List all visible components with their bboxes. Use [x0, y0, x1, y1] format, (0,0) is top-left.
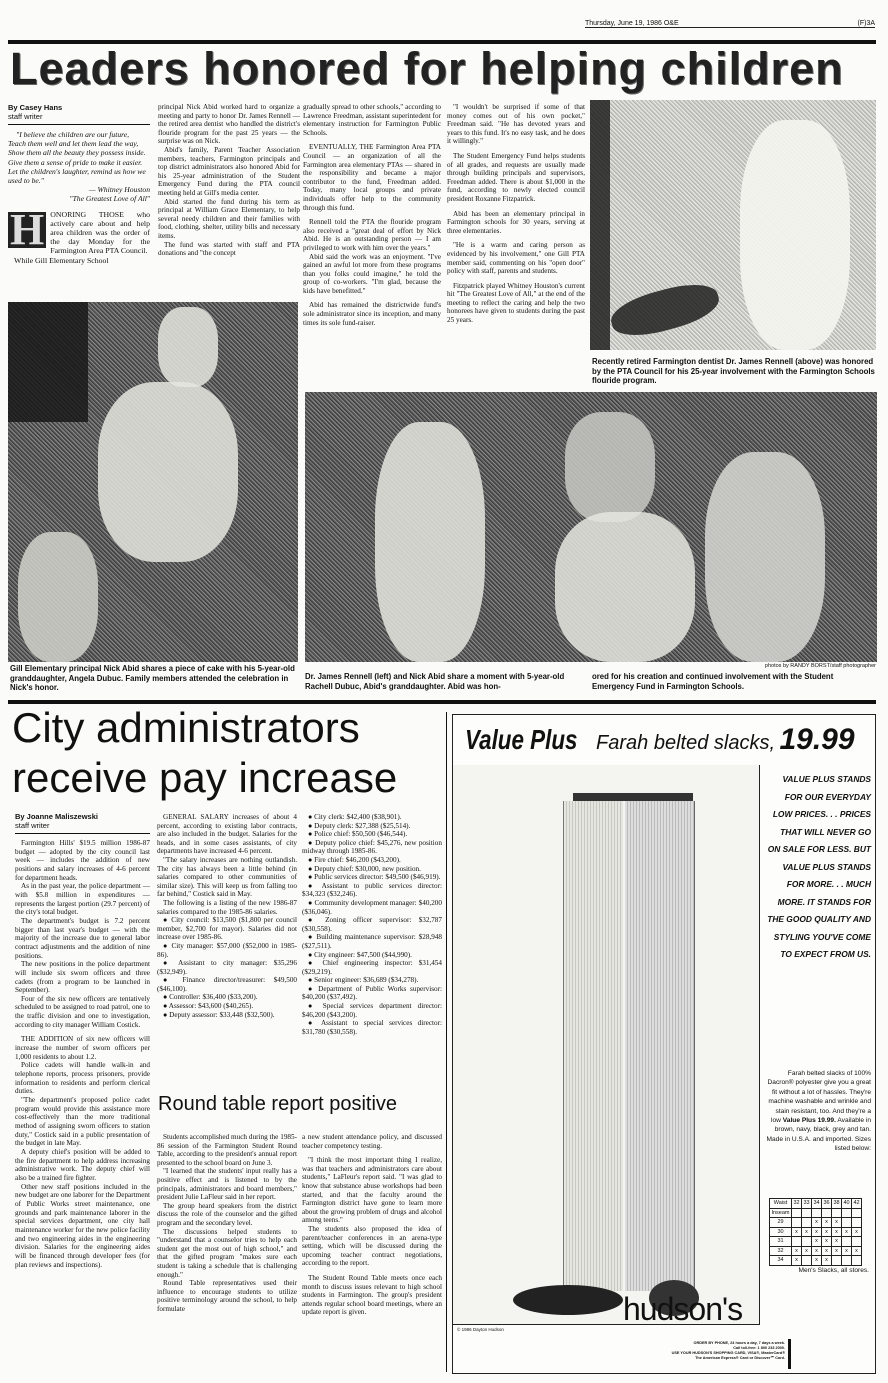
waist-size: 32 [793, 1200, 800, 1207]
salary-item: ● Special services department director: $46,200 ($43,200). [302, 1002, 442, 1019]
ad-description-tail: Available in brown, navy, black, grey and tan. Made in U.S.A. and imported. Sizes listed below: [766, 1117, 871, 1153]
size-cell: x [852, 1246, 862, 1256]
salary-text: Assistant to special services director: $31,780 ($30,558). [302, 1019, 442, 1036]
headline-leaders: Leaders honored for helping children [10, 43, 844, 94]
size-cell: x [822, 1227, 832, 1237]
headline-line: receive pay increase [12, 754, 398, 801]
paragraph: The group heard speakers from the district discuss the role of the counselor and the gifted program and the secondary level. [157, 1201, 297, 1227]
epigraph-song: "The Greatest Love of All" [69, 194, 150, 204]
ad-copy-line: VALUE PLUS STANDS [782, 861, 871, 872]
waist-size: 33 [803, 1200, 810, 1207]
waist-size: 38 [833, 1200, 840, 1207]
salary-text: City engineer: $47,500 ($44,990). [314, 950, 412, 959]
salary-text: Fire chief: $46,200 ($43,200). [314, 855, 401, 864]
inseam-size: 30 [770, 1227, 792, 1237]
size-row [770, 1237, 862, 1247]
salary-text: City council: $13,500 ($1,800 per council member, $2,700 for mayor). Salaries did not increase over 1985-86. [157, 916, 297, 942]
paragraph: "I learned that the students' input really has a positive effect and is listened to by the principals, administrators and board members," president Julie LaFleur said in her report. [157, 1167, 297, 1202]
salary-item: ● City council: $13,500 ($1,800 per council member, $2,700 for mayor). Salaries did not increase over 1985-86. [157, 916, 297, 942]
paragraph: The new positions in the police department will include six sworn officers and three cadets (from a program to be launched in September). [15, 960, 150, 995]
byline [15, 812, 150, 834]
ad-headline [465, 723, 865, 757]
size-cell [852, 1237, 862, 1247]
inseam-size: 31 [770, 1237, 792, 1247]
salary-text: Special services department director: $46,200 ($43,200). [302, 1002, 442, 1019]
story1-col3 [303, 103, 441, 327]
size-cell [852, 1218, 862, 1228]
size-cell [852, 1208, 862, 1218]
ad-copy-line: ON SALE FOR LESS. BUT [767, 844, 871, 854]
size-cell: x [812, 1227, 822, 1237]
size-cell [802, 1237, 812, 1247]
size-cell: x [822, 1218, 832, 1228]
paragraph: While Gill Elementary School [14, 255, 109, 265]
headline-city-admin [12, 703, 442, 803]
order-line: USE YOUR HUDSON'S SHOPPING CARD, VISA®, MasterCard® [671, 1351, 785, 1355]
epigraph-line: Give them a sense of pride to make it easier. [8, 157, 143, 167]
paragraph: "I wouldn't be surprised if some of that money comes out of his own pocket," Freedman said. "He has devoted years and years to this fund. It's no easy task, and he does it willingly." [447, 103, 585, 146]
ad-side-copy [765, 771, 871, 964]
byline [8, 103, 150, 125]
story3-col1 [157, 1133, 297, 1313]
salary-text: Assistant to city manager: $35,296 ($32,949). [157, 959, 297, 976]
ad-copy-line: FOR OUR EVERYDAY [784, 791, 871, 802]
salary-text: Public services director: $49,500 ($46,919). [314, 873, 441, 882]
order-line: ORDER BY PHONE, 24 hours a day, 7 days a week. [693, 1341, 785, 1345]
size-cell [822, 1208, 832, 1218]
size-cell: x [802, 1246, 812, 1256]
salary-item: ● Deputy police chief: $45,276, new position midway through 1985-86. [302, 838, 442, 856]
ad-slacks-illustration [453, 765, 760, 1325]
size-row [770, 1256, 862, 1266]
size-cell: x [822, 1256, 832, 1266]
photo-abid-cake [8, 302, 298, 662]
salary-text: Finance director/treasurer: $49,500 ($46,100). [157, 976, 298, 993]
shoe-left [513, 1285, 623, 1315]
epigraph-line: Teach them well and let them lead the way, [8, 139, 139, 149]
lead-paragraph [8, 204, 150, 265]
epigraph-line: "I believe the children are our future, [16, 130, 130, 139]
ad-copy-line: THAT WILL NEVER GO [780, 826, 871, 837]
salary-text: Building maintenance supervisor: $28,948 ($27,511). [302, 933, 443, 950]
salary-item: ● Senior engineer: $36,689 ($34,278). [308, 976, 419, 985]
date-edition: Thursday, June 19, 1986 O&E [585, 20, 679, 27]
paragraph: Abid has remained the districtwide fund's sole administrator since its inception, and many times its sole fund-raiser. [303, 301, 441, 327]
salary-text: Zoning officer supervisor: $32,787 ($30,558). [302, 916, 442, 933]
salary-item: ● Finance director/treasurer: $49,500 ($46,100). [157, 976, 298, 993]
size-cell [802, 1218, 812, 1228]
size-header-row [770, 1199, 862, 1209]
paragraph: Rennell told the PTA the flouride program also received a "great deal of effort by Nick Abid. He is an outstanding person — I am privileged to work with him over the years." [303, 218, 441, 252]
paragraph: Abid said the work was an enjoyment. "I've gained an awful lot more from these programs than you folks could imagine," he told the group of co-workers. "I'm glad, because the kids have benefitted." [303, 252, 441, 295]
size-cell: x [822, 1237, 832, 1247]
paragraph: Fitzpatrick played Whitney Houston's current hit "The Greatest Love of All," at the end of the meeting to reflect the caring and help the two honorees have given to students during the past 25 years. [447, 281, 585, 325]
size-cell [842, 1208, 852, 1218]
salary-text: Police chief: $50,500 ($46,544). [314, 830, 408, 839]
size-cell [842, 1237, 852, 1247]
salary-item: ● Deputy assessor: $33,448 ($32,500). [163, 1010, 275, 1019]
ad-order-info [643, 1341, 785, 1361]
page-number: (F)3A [857, 20, 875, 27]
paragraph: Police cadets will handle walk-in and telephone reports, process prisoners, provide information to residents and perform clerical duties. [15, 1061, 150, 1096]
photo-group [305, 392, 877, 662]
size-cell: x [792, 1256, 802, 1266]
ad-copy-line: FOR MORE. . . MUCH [786, 879, 871, 889]
salary-item: ● Deputy clerk: $27,388 ($25,514). [308, 821, 411, 830]
paragraph: principal Nick Abid worked hard to organize a meeting and party to honor Dr. James Rennell — the retired area dentist who handled the district's flouride program for the past 25 years — the surprise was on Nick. [158, 103, 300, 146]
salary-text: Chief engineering inspector: $31,454 ($29,219). [302, 959, 442, 976]
salary-text: Controller: $36,400 ($33,200). [169, 993, 258, 1002]
salary-text: Community development manager: $40,200 ($36,046). [302, 898, 442, 916]
byline-name: By Casey Hans [8, 103, 63, 112]
salary-text: City manager: $57,000 ($52,000 in 1985-86). [157, 941, 298, 959]
size-cell: x [792, 1246, 802, 1256]
salary-text: Deputy chief: $30,000, new position. [314, 864, 421, 873]
caption-group-b: ored for his creation and continued involvement with the Student Emergency Fund in Farmington Schools. [592, 672, 834, 691]
byline-role: staff writer [8, 112, 43, 121]
ad-copy-line: MORE. IT STANDS FOR [777, 896, 871, 907]
size-cell [792, 1208, 802, 1218]
paragraph: GENERAL SALARY increases of about 4 percent, according to existing labor contracts, are also included in the budget. Salaries for the heads, and in some cases assistants, of city departments have increased 4-6 percent. [157, 813, 297, 856]
size-cell [792, 1218, 802, 1228]
size-cell [832, 1256, 842, 1266]
paragraph: Abid has been an elementary principal in Farmington schools for 30 years, serving at three elementaries. [447, 209, 585, 235]
salary-item: ● City clerk: $42,400 ($38,901). [308, 813, 402, 821]
paragraph: "The salary increases are nothing outlandish. The city has always been a little behind (in salaries compared to other communities of similar size). This will keep us from falling too far behind," Costick said in May. [157, 855, 297, 899]
masthead [585, 20, 875, 28]
ad-copy-line: STYLING YOU'VE COME [773, 931, 871, 942]
ad-dept: Men's Slacks, all stores. [798, 1267, 869, 1274]
story2-col3 [302, 813, 442, 1036]
ad-copy-line: THE GOOD QUALITY AND [767, 914, 871, 924]
paragraph: "The department's proposed police cadet program would provide this assistance more cost-effectively than the more traditional method of assigning sworn officers to station duty," Costick said in a public presentation of the budget in late May. [15, 1096, 150, 1148]
size-cell: x [812, 1237, 822, 1247]
salary-item: ● Department of Public Works supervisor: $40,200 ($37,492). [302, 984, 442, 1002]
salary-item: ● Chief engineering inspector: $31,454 ($29,219). [302, 959, 442, 976]
order-bar [788, 1339, 791, 1369]
photo-credit: photos by RANDY BORST/staff photographer [764, 663, 876, 669]
ad-copy-line: LOW PRICES. . . PRICES [772, 809, 871, 819]
size-cell [802, 1208, 812, 1218]
slacks-right-leg [625, 801, 695, 1291]
paragraph: Round Table representatives used their influence to encourage students to utilize positive terminology around the school, to help formulate [157, 1279, 297, 1313]
salary-item: ● Assistant to public services director: $34,323 ($32,246). [302, 881, 442, 899]
paragraph: The following is a listing of the new 1986-87 salaries compared to the 1985-86 salaries. [157, 898, 297, 916]
story1-col4 [447, 103, 585, 325]
salary-text: Deputy police chief: $45,276, new position midway through 1985-86. [302, 838, 442, 856]
belt [573, 793, 693, 801]
ad-price: 19.99 [779, 723, 855, 756]
story2-col2 [157, 813, 297, 1019]
paragraph: As in the past year, the police department — with $5.8 million in expenditures — represents the largest portion (29.7 percent) of the city's total budget. [15, 882, 150, 917]
ad-copy-line: VALUE PLUS STANDS [782, 774, 871, 784]
ad-copyright: © 1986 Dayton Hudson [457, 1327, 504, 1332]
waist-size: 36 [823, 1200, 830, 1207]
salary-text: Assessor: $43,600 ($40,265). [168, 1002, 254, 1011]
paragraph: A deputy chief's position will be added to the fire department to help address increasing administrative work. The deputy chief will also be a trained fire fighter. [15, 1147, 150, 1182]
waist-size: 34 [813, 1200, 820, 1207]
salary-item: ● Assistant to city manager: $35,296 ($32,949). [157, 959, 297, 976]
paragraph: Four of the six new officers are tentatively scheduled to be assigned to road patrol, one to the traffic division and one to investigation, according to city manager William Costick. [15, 994, 150, 1029]
headline-round-table: Round table report positive [158, 1093, 398, 1115]
size-cell: x [812, 1218, 822, 1228]
paragraph: Farmington Hills' $19.5 million 1986-87 budget — adopted by the city council last week — includes the addition of new positions and salary increases of 4-6 percent for department heads. [15, 839, 150, 882]
size-cell [842, 1218, 852, 1228]
size-cell: x [822, 1246, 832, 1256]
size-cell: x [842, 1227, 852, 1237]
caption-group-a: Dr. James Rennell (left) and Nick Abid share a moment with 5-year-old Rachell Dubuc, Abid's granddaughter. Abid was hon- [305, 672, 565, 691]
epigraph [8, 130, 150, 204]
ad-description-price: Value Plus 19.99. [782, 1117, 836, 1125]
salary-item: ● Deputy chief: $30,000, new position. [308, 864, 421, 873]
lead-text: ONORING THOSE who actively care about and help area children was the order of the day Monday for the Farmington Area PTA Council. [50, 209, 150, 256]
caption-rennell: Recently retired Farmington dentist Dr. James Rennell (above) was honored by the PTA Council for his 25-year involvement with the Farmington Schools flouride program. [592, 357, 875, 385]
byline-name: By Joanne Maliszewski [15, 812, 98, 821]
ad-description [765, 1069, 871, 1154]
salary-text: Assistant to public services director: $34,323 ($32,246). [302, 881, 442, 899]
salary-item: ● Assistant to special services director: $31,780 ($30,558). [302, 1019, 442, 1036]
salary-item: ● Building maintenance supervisor: $28,948 ($27,511). [302, 933, 443, 950]
paragraph: EVENTUALLY, THE Farmington Area PTA Council — an organization of all the Farmington area elementary PTAs — shared in the responsibility and became a major contributor to the fund, Freedman added. Today, many local groups and private individuals offer help to the community through this fund. [303, 143, 441, 212]
size-cell [802, 1256, 812, 1266]
ad-description-text: Farah belted slacks of 100% Dacron® polyester give you a great fit without a lot of hassles. They're machine washable and wrinkle and stain resistant, too. And they're a low [767, 1070, 871, 1125]
ad-brand-line: Value Plus [465, 724, 578, 755]
column-divider [446, 712, 447, 1372]
paragraph: Other new staff positions included in the new budget are one laborer for the Department of Public Works street maintenance, one grounds and park maintenance laborer in the special services department, one city hall maintenance worker for the new police facility and two engineering aides in the engineering division. Salaries for the engineering aides will be financed through developer fees (for plan reviews and inspections). [15, 1182, 150, 1269]
epigraph-line: Show them all the beauty they possess inside. [8, 148, 146, 158]
salary-text: Department of Public Works supervisor: $40,200 ($37,492). [302, 984, 442, 1002]
salary-item: ● City manager: $57,000 ($52,000 in 1985-86). [157, 941, 298, 959]
size-cell: x [812, 1246, 822, 1256]
ad-product: Farah belted slacks, [596, 732, 776, 754]
paragraph: Students accomplished much during the 1985-86 session of the Farmington Student Round Table, according to the president's annual report presented to the school board on June 3. [157, 1133, 297, 1167]
epigraph-line: Let the children's laughter, remind us how we used to be." [8, 166, 146, 186]
paragraph: Abid started the fund during his term as principal at William Grace Elementary, to help several needy children and their families with food, clothing, shelter, utility bills and necessary items. [158, 197, 300, 240]
salary-text: Senior engineer: $36,689 ($34,278). [314, 976, 419, 985]
inseam-size: 29 [770, 1218, 792, 1228]
caption-abid-cake: Gill Elementary principal Nick Abid shares a piece of cake with his 5-year-old granddaughter, Angela Dubuc. Family members attended the celebration in Nick's honor. [10, 664, 295, 692]
size-row [770, 1218, 862, 1228]
salary-item: ● Public services director: $49,500 ($46,919). [308, 873, 441, 882]
paragraph: The discussions helped students to "understand that a counselor tries to help each student get the most out of high school," and that the gifted program "makes sure each student is taking a schedule that is challenging enough." [157, 1227, 297, 1279]
size-cell: x [852, 1227, 862, 1237]
salary-item: ● Fire chief: $46,200 ($43,200). [308, 855, 401, 864]
size-row [770, 1246, 862, 1256]
headline-line: City administrators [12, 704, 360, 751]
paragraph: "He is a warm and caring person as evidenced by his involvement," one Gill PTA member said, commenting on his "open door" policy with staff, parents and students. [447, 241, 585, 276]
story1-col1 [8, 103, 150, 265]
size-table [769, 1198, 862, 1266]
paragraph: The fund was started with staff and PTA donations and "the concept [158, 240, 300, 258]
paragraph: The Student Emergency Fund helps students of all grades, and requests are usually made through building principals and supervisors, Freedman added. There is about $1,000 in the fund, according to newly elected council president Roxanne Fitzpatrick. [447, 151, 585, 203]
salary-text: Deputy assessor: $33,448 ($32,500). [169, 1010, 275, 1019]
paragraph: THE ADDITION of six new officers will increase the number of sworn officers per 1,000 residents to about 1.2. [15, 1035, 150, 1061]
size-cell: x [832, 1237, 842, 1247]
order-line: Call toll-free: 1 800 233 2000. [733, 1346, 785, 1350]
salary-item: ● Zoning officer supervisor: $32,787 ($30,558). [302, 916, 442, 933]
paragraph: Abid's family, Parent Teacher Association members, teachers, Farmington principals and top district administrators also honored Abid for his 25-year administration of the Student Emergency Fund during the PTA council meeting held at Gill's media center. [158, 145, 300, 197]
story1-col2 [158, 103, 300, 258]
paragraph: The department's budget is 7.2 percent bigger than last year's budget — with the majority of the increase due to general labor contract adjustments and the addition of nine positions. [15, 916, 150, 960]
inseam-label-row [770, 1208, 862, 1218]
inseam-label: Inseam [771, 1209, 790, 1216]
ad-hudsons [452, 714, 876, 1374]
hudsons-logo: hudson's [623, 1291, 743, 1327]
waist-size: 40 [843, 1200, 850, 1207]
photo-rennell [590, 100, 876, 350]
salary-text: City clerk: $42,400 ($38,901). [314, 813, 402, 821]
size-cell: x [832, 1246, 842, 1256]
salary-text: Deputy clerk: $27,388 ($25,514). [314, 821, 411, 830]
paragraph: The students also proposed the idea of parent/teacher conferences in an arena-type setting, which will be discussed during the upcoming teacher contract negotiations, according to the report. [302, 1224, 442, 1268]
size-cell: x [792, 1227, 802, 1237]
salary-item: ● Assessor: $43,600 ($40,265). [163, 1002, 254, 1011]
waist-label: Waist [770, 1199, 792, 1209]
inseam-size: 34 [770, 1256, 792, 1266]
slacks-left-leg [563, 801, 623, 1291]
size-cell [792, 1237, 802, 1247]
size-row [770, 1227, 862, 1237]
paragraph: "I think the most important thing I realize, was that teachers and administrators care about students," LaFleur's report said. "I was glad to know that substance abuse workshops had been started, and that the faculty around the Farmington district have gone to learn more about the growing problem of drugs and alcohol among teens." [302, 1156, 442, 1225]
size-cell [812, 1208, 822, 1218]
epigraph-author: — Whitney Houston [88, 185, 150, 195]
byline-role: staff writer [15, 821, 50, 830]
paragraph: The Student Round Table meets once each month to discuss issues relevant to high school students in Farmington. The group's president attends regular school board meetings, where an update report is given. [302, 1273, 442, 1317]
paragraph: a new student attendance policy, and discussed teacher competency testing. [302, 1133, 442, 1150]
drop-cap: H [10, 204, 45, 254]
paragraph: gradually spread to other schools," according to Lawrence Freedman, assistant superintedent for elementary instruction for Farmington Public Schools. [303, 103, 441, 137]
order-line: The American Express® Card or Discover℠ Card. [695, 1356, 785, 1360]
size-cell: x [842, 1246, 852, 1256]
salary-item: ● City engineer: $47,500 ($44,990). [308, 950, 412, 959]
size-cell: x [832, 1227, 842, 1237]
salary-item: ● Police chief: $50,500 ($46,544). [308, 830, 408, 839]
salary-item: ● Controller: $36,400 ($33,200). [163, 993, 258, 1002]
size-cell [852, 1256, 862, 1266]
size-cell: x [812, 1256, 822, 1266]
ad-copy-line: TO EXPECT FROM US. [780, 949, 871, 959]
size-cell [842, 1256, 852, 1266]
story2-col1 [15, 812, 150, 1269]
size-cell: x [802, 1227, 812, 1237]
salary-item: ● Community development manager: $40,200 ($36,046). [302, 898, 442, 916]
size-cell [832, 1208, 842, 1218]
story3-col2 [302, 1133, 442, 1317]
inseam-size: 32 [770, 1246, 792, 1256]
waist-size: 42 [853, 1200, 860, 1207]
size-cell: x [832, 1218, 842, 1228]
